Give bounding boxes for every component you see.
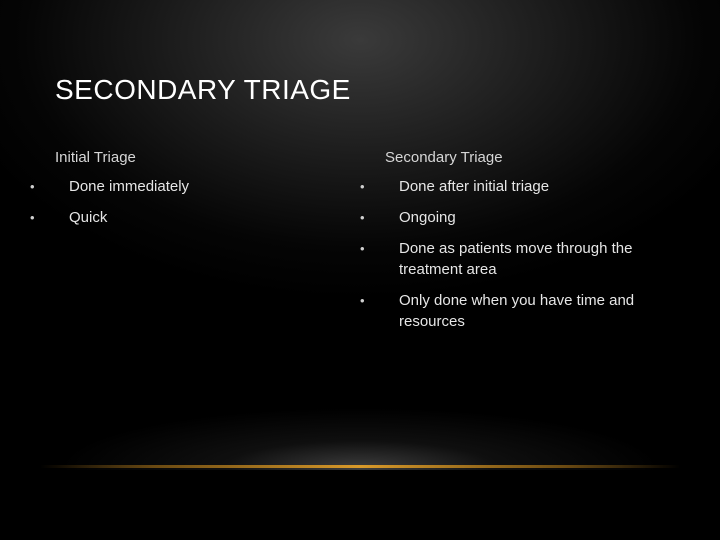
list-item-text: Ongoing	[399, 209, 456, 226]
list-item	[30, 176, 330, 197]
list-item-text: Done as patients move through the treatment area	[399, 240, 633, 278]
list-item-text: Quick	[69, 209, 108, 226]
slide-title: SECONDARY TRIAGE	[55, 74, 351, 105]
list-item-text: Done after initial triage	[399, 178, 550, 195]
bullet-icon: •	[30, 179, 35, 194]
initial-triage-list	[30, 176, 330, 238]
list-item	[360, 238, 690, 280]
bullet-icon: •	[360, 293, 365, 308]
initial-triage-heading: Initial Triage	[55, 149, 136, 166]
list-item	[360, 207, 690, 228]
bullet-icon: •	[360, 179, 365, 194]
list-item	[360, 290, 690, 332]
floor-glow	[40, 400, 680, 470]
list-item-text: Done immediately	[69, 178, 190, 195]
secondary-triage-heading: Secondary Triage	[385, 149, 503, 166]
list-item	[360, 176, 690, 197]
secondary-triage-list	[360, 176, 690, 342]
list-item	[30, 207, 330, 228]
bullet-icon: •	[360, 210, 365, 225]
bullet-icon: •	[360, 241, 365, 256]
list-item-text: Only done when you have time and resources	[399, 292, 635, 330]
bullet-icon: •	[30, 210, 35, 225]
accent-line	[40, 465, 680, 468]
